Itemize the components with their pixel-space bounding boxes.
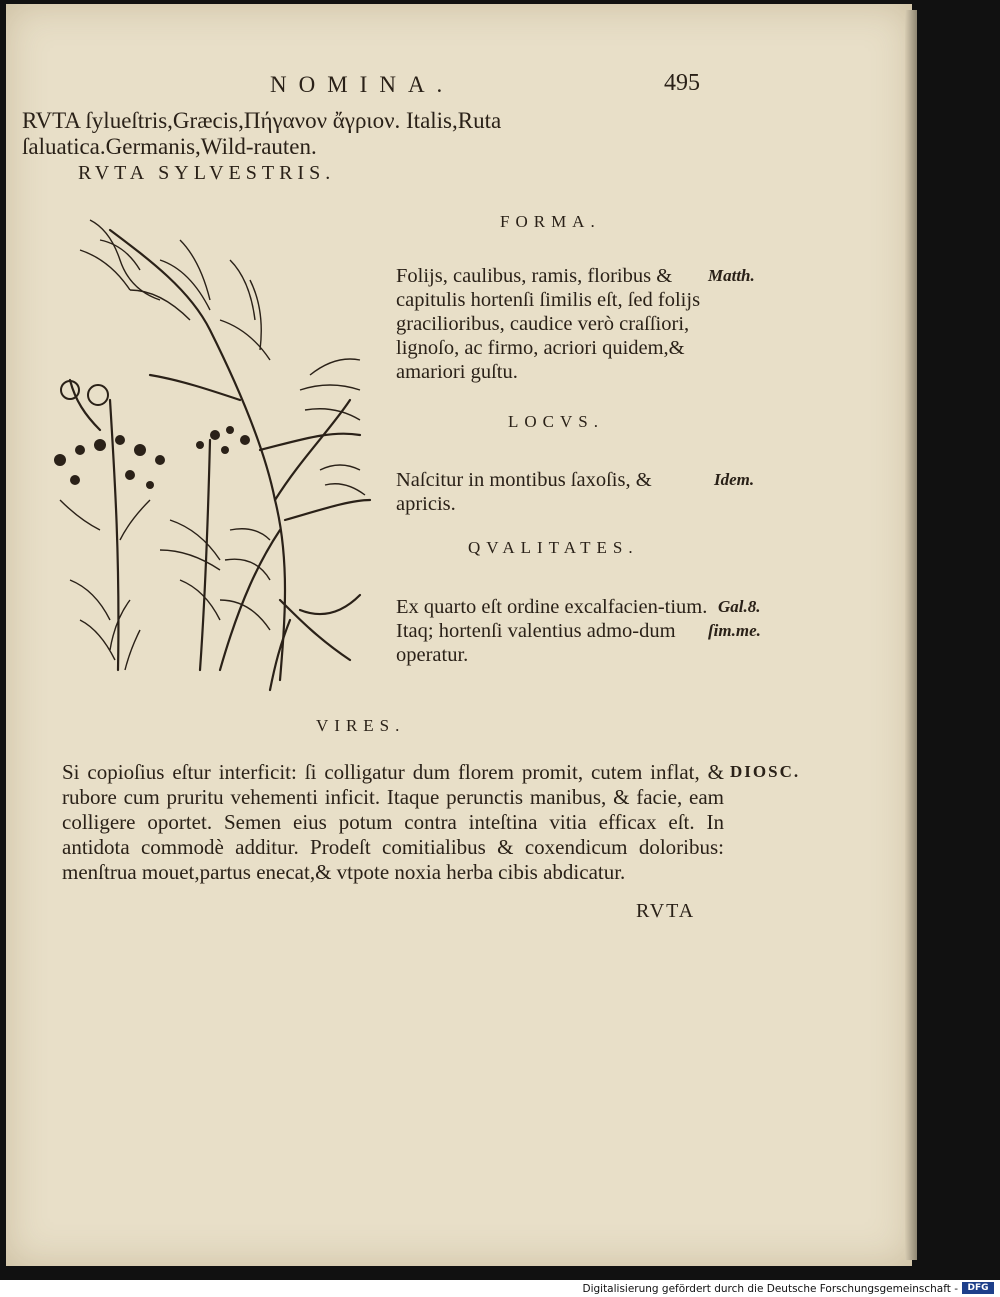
margin-note-locus: Idem. (714, 470, 755, 489)
section-text-locus: Naſcitur in montibus ſaxoſis, & apricis. (396, 469, 652, 515)
margin-note-qualitates-1: Gal.8. (718, 597, 761, 616)
page-number: 495 (664, 70, 700, 96)
section-heading-forma: FORMA. (500, 212, 601, 231)
section-heading-qualitates: QVALITATES. (468, 538, 639, 557)
margin-note-vires: DIOSC. (730, 762, 801, 781)
dfg-logo[interactable]: DFG (962, 1282, 994, 1294)
running-title: NOMINA. (270, 72, 455, 97)
section-heading-locus: LOCVS. (508, 412, 604, 431)
footer-credit-link[interactable]: Digitalisierung gefördert durch die Deutsche Forschungsgemeinschaft - (582, 1283, 958, 1295)
section-text-qualitates: Ex quarto eſt ordine excalfacien‑tium. Itaq; hortenſi valentius admo‑dum operatur. (396, 596, 708, 666)
plant-subheading: RVTA SYLVESTRIS. (78, 162, 336, 184)
intro-paragraph: RVTA ſylueſtris,Græcis,Πήγανον ἄγριον. Italis,Ruta ſaluatica.Germanis,Wild‑rauten. (22, 108, 502, 159)
section-heading-vires: VIRES. (316, 716, 406, 735)
page-edge (905, 10, 917, 1260)
catchword: RVTA (636, 900, 696, 922)
section-text-forma: Folijs, caulibus, ramis, floribus & capitulis hortenſi ſimilis eſt, ſed folijs gracilioribus, caudice verò craſſiori, lignoſo, ac firmo, acriori quidem,& amariori guſtu. (396, 265, 701, 383)
plant-woodcut-illustration (30, 200, 380, 695)
section-text-vires: Si copioſius eſtur interficit: ſi colligatur dum florem promit, cutem inflat, & rubore cum pruritu vehementi inficit. Itaque perunctis manibus, & facie, eam colligere oportet. Semen eius potum contra inteſtina vitia efficax eſt. In antidota commodè additur. Prodeſt comitialibus & coxendicum doloribus: menſtrua mouet,partus enecat,& vtpote noxia herba cibis abdicatur. (62, 760, 724, 884)
margin-note-qualitates-2: ſim.me. (708, 621, 761, 640)
margin-note-forma: Matth. (708, 266, 755, 285)
